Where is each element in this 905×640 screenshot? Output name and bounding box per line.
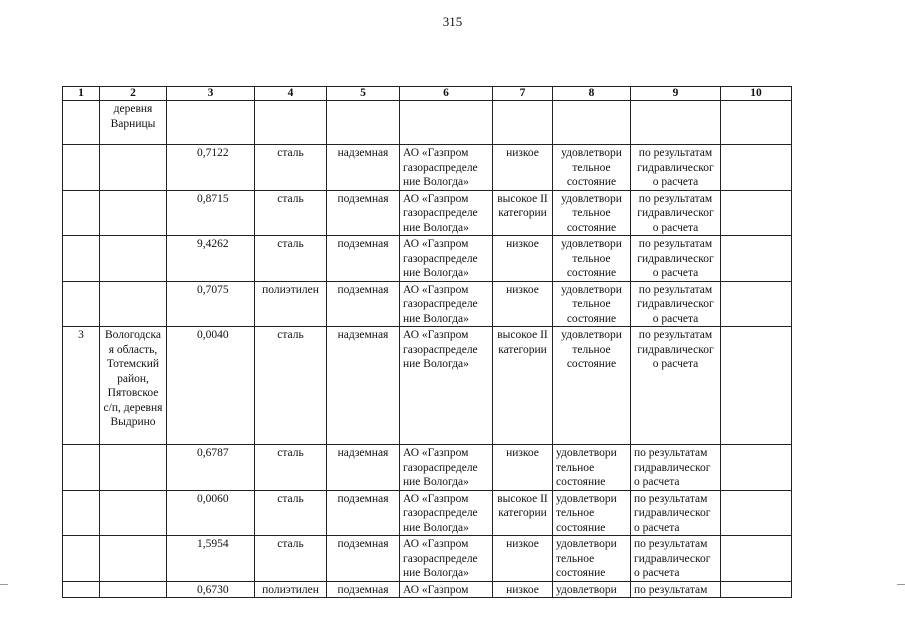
cell-notes	[721, 236, 792, 282]
cell-owner: АО «Газпром газораспределе ние Вологда»	[400, 145, 493, 191]
cell-material: сталь	[255, 190, 327, 236]
cell-laying: подземная	[327, 581, 400, 598]
cell-notes	[721, 327, 792, 445]
cell-pressure: низкое	[493, 236, 553, 282]
cell-location	[100, 190, 167, 236]
table-row	[63, 536, 792, 582]
cell-material: сталь	[255, 236, 327, 282]
cell-notes	[721, 145, 792, 191]
cell-laying: подземная	[327, 190, 400, 236]
cell-number	[63, 101, 100, 145]
cell-material: сталь	[255, 327, 327, 445]
table-row	[63, 281, 792, 327]
column-header: 2	[100, 87, 167, 101]
cell-laying: надземная	[327, 327, 400, 445]
cell-owner: АО «Газпром	[400, 581, 493, 598]
cell-owner: АО «Газпром газораспределе ние Вологда»	[400, 281, 493, 327]
cell-material: сталь	[255, 490, 327, 536]
cell-capacity: по результатам гидравлическог о расчета	[631, 327, 721, 445]
cell-location	[100, 490, 167, 536]
cell-length: 0,6730	[167, 581, 255, 598]
cell-condition: удовлетвори тельное состояние	[553, 145, 631, 191]
cell-pressure: высокое II категории	[493, 490, 553, 536]
cell-owner: АО «Газпром газораспределе ние Вологда»	[400, 490, 493, 536]
cell-pressure: низкое	[493, 445, 553, 491]
table-row	[63, 190, 792, 236]
cell-notes	[721, 490, 792, 536]
cell-material	[255, 101, 327, 145]
cell-pressure: низкое	[493, 536, 553, 582]
column-header: 10	[721, 87, 792, 101]
cell-number	[63, 445, 100, 491]
cell-number	[63, 145, 100, 191]
cell-location: деревня Варницы	[100, 101, 167, 145]
cell-length: 0,0040	[167, 327, 255, 445]
cell-material: сталь	[255, 445, 327, 491]
cell-number	[63, 581, 100, 598]
cell-owner: АО «Газпром газораспределе ние Вологда»	[400, 536, 493, 582]
cell-pressure: высокое II категории	[493, 190, 553, 236]
cell-notes	[721, 581, 792, 598]
cell-condition: удовлетвори	[553, 581, 631, 598]
cell-capacity	[631, 101, 721, 145]
cell-capacity: по результатам гидравлическог о расчета	[631, 490, 721, 536]
column-header: 9	[631, 87, 721, 101]
table-row	[63, 145, 792, 191]
cell-condition: удовлетвори тельное состояние	[553, 327, 631, 445]
cell-location	[100, 445, 167, 491]
cell-condition: удовлетвори тельное состояние	[553, 281, 631, 327]
cell-laying: подземная	[327, 281, 400, 327]
cell-material: сталь	[255, 145, 327, 191]
cell-length: 0,8715	[167, 190, 255, 236]
cell-location	[100, 581, 167, 598]
cell-condition: удовлетвори тельное состояние	[553, 536, 631, 582]
cell-length: 0,0060	[167, 490, 255, 536]
cell-location: Вологодска я область, Тотемский район, Пятовское с/п, деревня Выдрино	[100, 327, 167, 445]
cell-capacity: по результатам гидравлическог о расчета	[631, 445, 721, 491]
cell-material: полиэтилен	[255, 581, 327, 598]
cell-number	[63, 536, 100, 582]
cell-owner	[400, 101, 493, 145]
cell-owner: АО «Газпром газораспределе ние Вологда»	[400, 236, 493, 282]
table-row	[63, 445, 792, 491]
cell-location	[100, 281, 167, 327]
cell-pressure: низкое	[493, 581, 553, 598]
cell-capacity: по результатам гидравлическог о расчета	[631, 190, 721, 236]
cell-owner: АО «Газпром газораспределе ние Вологда»	[400, 190, 493, 236]
cell-laying	[327, 101, 400, 145]
cell-number	[63, 490, 100, 536]
cell-pressure: низкое	[493, 145, 553, 191]
cell-laying: надземная	[327, 445, 400, 491]
cell-length: 1,5954	[167, 536, 255, 582]
table-header-row	[63, 87, 792, 101]
table-row	[63, 490, 792, 536]
data-table	[62, 86, 792, 598]
cell-owner: АО «Газпром газораспределе ние Вологда»	[400, 327, 493, 445]
cell-condition: удовлетвори тельное состояние	[553, 190, 631, 236]
cell-length: 0,7122	[167, 145, 255, 191]
cell-owner: АО «Газпром газораспределе ние Вологда»	[400, 445, 493, 491]
column-header: 5	[327, 87, 400, 101]
cell-pressure: высокое II категории	[493, 327, 553, 445]
cell-length	[167, 101, 255, 145]
column-header: 1	[63, 87, 100, 101]
column-header: 8	[553, 87, 631, 101]
table-row	[63, 581, 792, 598]
cell-laying: надземная	[327, 145, 400, 191]
cell-capacity: по результатам гидравлическог о расчета	[631, 536, 721, 582]
cell-material: сталь	[255, 536, 327, 582]
page-number: 315	[442, 14, 463, 29]
cell-location	[100, 145, 167, 191]
cell-material: полиэтилен	[255, 281, 327, 327]
cell-laying: подземная	[327, 236, 400, 282]
cell-notes	[721, 101, 792, 145]
cell-capacity: по результатам гидравлическог о расчета	[631, 145, 721, 191]
cell-number: 3	[63, 327, 100, 445]
right-edge-mark	[897, 584, 905, 585]
cell-number	[63, 190, 100, 236]
column-header: 6	[400, 87, 493, 101]
cell-notes	[721, 445, 792, 491]
cell-condition: удовлетвори тельное состояние	[553, 490, 631, 536]
column-header: 3	[167, 87, 255, 101]
cell-capacity: по результатам	[631, 581, 721, 598]
cell-length: 0,7075	[167, 281, 255, 327]
cell-notes	[721, 190, 792, 236]
table-row	[63, 236, 792, 282]
column-header: 7	[493, 87, 553, 101]
cell-notes	[721, 536, 792, 582]
cell-capacity: по результатам гидравлическог о расчета	[631, 281, 721, 327]
cell-length: 9,4262	[167, 236, 255, 282]
cell-capacity: по результатам гидравлическог о расчета	[631, 236, 721, 282]
cell-notes	[721, 281, 792, 327]
cell-location	[100, 536, 167, 582]
column-header: 4	[255, 87, 327, 101]
cell-laying: подземная	[327, 490, 400, 536]
cell-length: 0,6787	[167, 445, 255, 491]
cell-location	[100, 236, 167, 282]
cell-condition: удовлетвори тельное состояние	[553, 236, 631, 282]
cell-pressure	[493, 101, 553, 145]
cell-number	[63, 236, 100, 282]
table-row	[63, 327, 792, 445]
cell-condition: удовлетвори тельное состояние	[553, 445, 631, 491]
cell-pressure: низкое	[493, 281, 553, 327]
table-row	[63, 101, 792, 145]
left-edge-mark	[0, 584, 8, 585]
cell-condition	[553, 101, 631, 145]
cell-laying: подземная	[327, 536, 400, 582]
cell-number	[63, 281, 100, 327]
